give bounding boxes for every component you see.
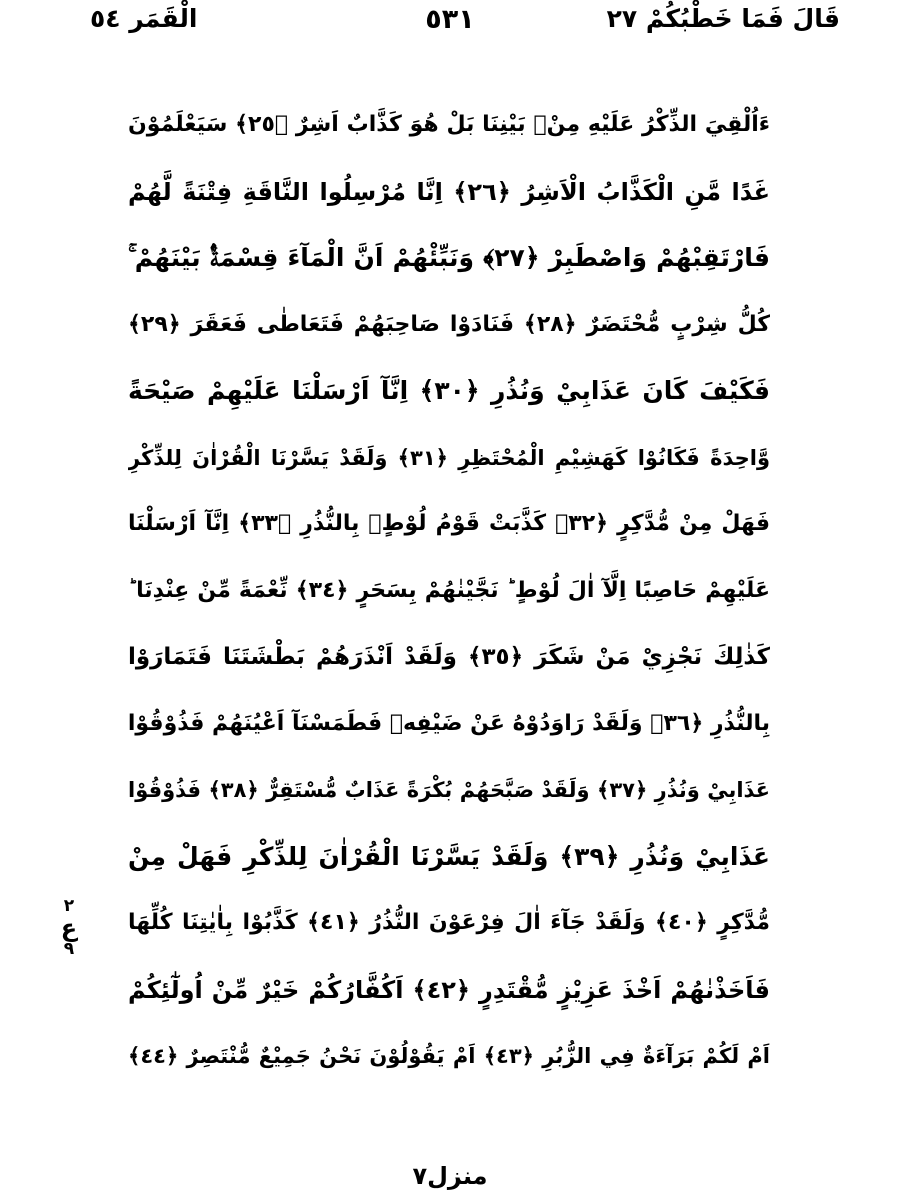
text-line: وَّاحِدَةً فَكَانُوْا كَهَشِيْمِ الْمُحْتَظِرِ ﴿٣١﴾ وَلَقَدْ يَسَّرْنَا الْقُرْاٰنَ لِلذِّكْرِ: [128, 445, 770, 470]
text-line: غَدًا مَّنِ الْكَذَّابُ الْاَشِرُ ﴿٢٦﴾ اِنَّا مُرْسِلُوا النَّاقَةِ فِتْنَةً لَّهُمْ: [128, 177, 770, 206]
text-line: كَذٰلِكَ نَجْزِيْ مَنْ شَكَرَ ﴿٣٥﴾ وَلَقَدْ اَنْذَرَهُمْ بَطْشَتَنَا فَتَمَارَوْا: [128, 644, 770, 670]
text-line: فَكَيْفَ كَانَ عَذَابِيْ وَنُذُرِ ﴿٣٠﴾ اِنَّآ اَرْسَلْنَا عَلَيْهِمْ صَيْحَةً: [128, 376, 770, 405]
ruku-marker-bottom: ٩: [63, 939, 75, 960]
text-line: فَارْتَقِبْهُمْ وَاصْطَبِرْ ﴿٢٧﴾ وَنَبِّئْهُمْ اَنَّ الْمَآءَ قِسْمَةٌۢ بَيْنَهُمْ ۚ: [128, 243, 770, 272]
page-number: ٥٣١: [425, 4, 475, 35]
text-line: ءَاُلْقِيَ الذِّكْرُ عَلَيْهِ مِنْۢ بَيْنِنَا بَلْ هُوَ كَذَّابٌ اَشِرٌ ﴿٢٥﴾ سَيَعْلَمُوْنَ: [128, 112, 770, 137]
quran-text: [128, 92, 770, 1090]
text-line: عَذَابِيْ وَنُذُرِ ﴿٣٧﴾ وَلَقَدْ صَبَّحَهُمْ بُكْرَةً عَذَابٌ مُّسْتَقِرٌّ ﴿٣٨﴾ فَذُوْقُوْا: [128, 778, 770, 802]
ruku-marker-top: ٢: [63, 896, 75, 916]
juz-name: قَالَ فَمَا خَطْبُكُمْ ٢٧: [606, 4, 840, 33]
text-line: اَمْ لَكُمْ بَرَآءَةٌ فِي الزُّبُرِ ﴿٤٣﴾ اَمْ يَقُوْلُوْنَ نَحْنُ جَمِيْعٌ مُّنْتَصِرٌ ﴿٤٤﴾: [128, 1044, 770, 1068]
page-header: [60, 4, 840, 44]
text-line: كُلُّ شِرْبٍ مُّحْتَضَرٌ ﴿٢٨﴾ فَنَادَوْا صَاحِبَهُمْ فَتَعَاطٰى فَعَقَرَ ﴿٢٩﴾: [128, 311, 770, 337]
text-line: فَاَخَذْنٰهُمْ اَخْذَ عَزِيْزٍ مُّقْتَدِرٍ ﴿٤٢﴾ اَكُفَّارُكُمْ خَيْرٌ مِّنْ اُولٰٓئِكُمْ: [128, 975, 770, 1004]
text-line: بِالنُّذُرِ ﴿٣٦﴾ وَلَقَدْ رَاوَدُوْهُ عَنْ ضَيْفِهٖ فَطَمَسْنَآ اَعْيُنَهُمْ فَذُوْقُوْا: [128, 710, 770, 736]
text-line: فَهَلْ مِنْ مُّدَّكِرٍ ﴿٣٢﴾ كَذَّبَتْ قَوْمُ لُوْطٍۢ بِالنُّذُرِ ﴿٣٣﴾ اِنَّآ اَرْسَلْنَا: [128, 511, 770, 536]
manzil-footer: منزل٧: [412, 1162, 488, 1190]
text-line: مُّدَّكِرٍ ﴿٤٠﴾ وَلَقَدْ جَآءَ اٰلَ فِرْعَوْنَ النُّذُرُ ﴿٤١﴾ كَذَّبُوْا بِاٰيٰتِنَا كُلِّهَا: [128, 910, 770, 935]
surah-name: الْقَمَر ٥٤: [90, 4, 198, 33]
ruku-marker-symbol: ع: [60, 913, 78, 942]
ruku-marker: [52, 898, 86, 959]
text-line: عَلَيْهِمْ حَاصِبًا اِلَّآ اٰلَ لُوْطٍ ؕ نَجَّيْنٰهُمْ بِسَحَرٍ ﴿٣٤﴾ نِّعْمَةً مِّنْ عِنْدِنَا ؕ: [128, 577, 770, 603]
text-line: عَذَابِيْ وَنُذُرِ ﴿٣٩﴾ وَلَقَدْ يَسَّرْنَا الْقُرْاٰنَ لِلذِّكْرِ فَهَلْ مِنْ: [128, 841, 770, 871]
